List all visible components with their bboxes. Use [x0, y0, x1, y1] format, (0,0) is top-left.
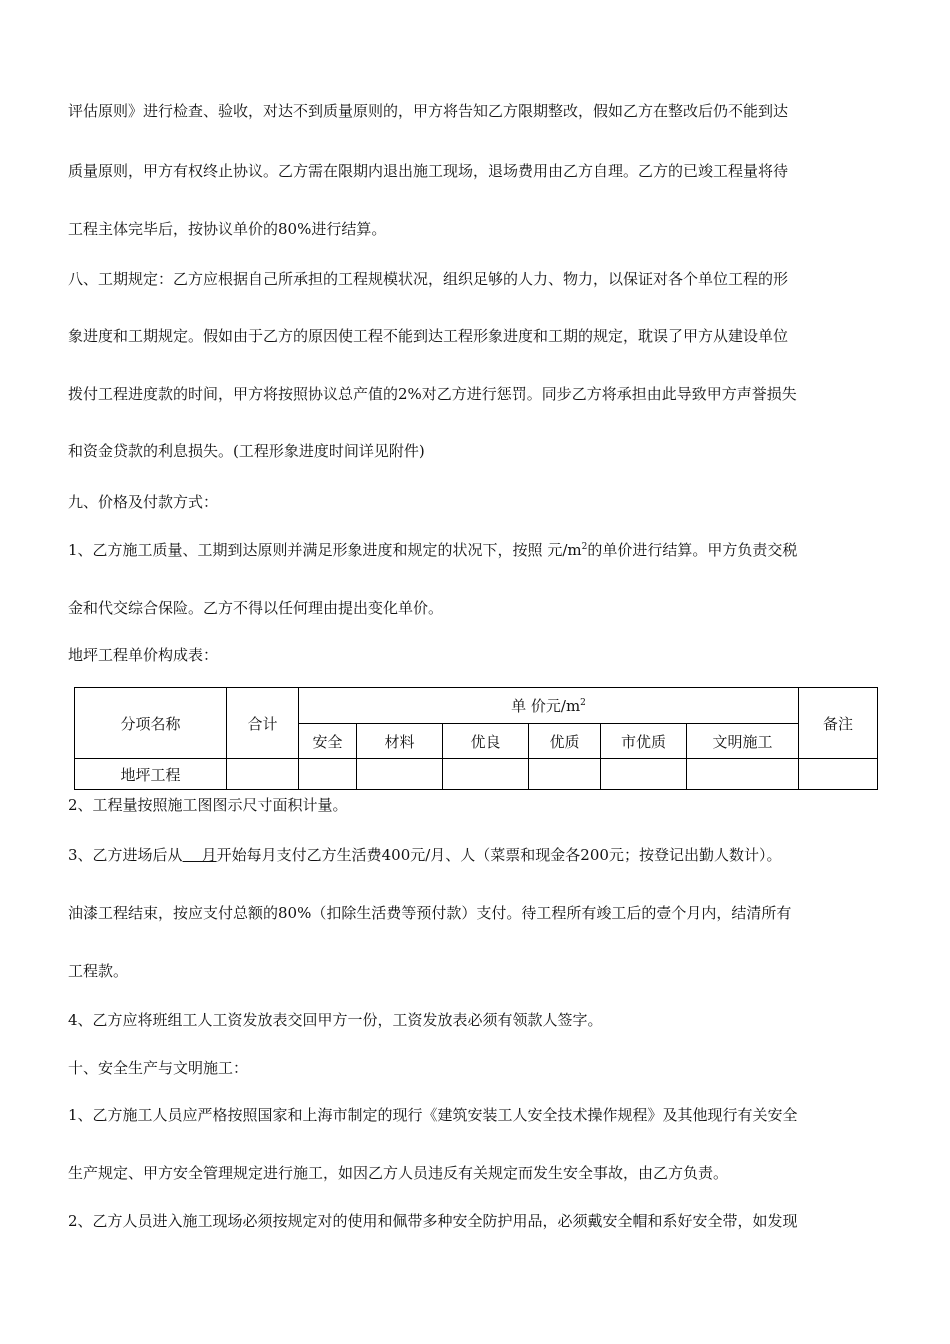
table-caption: 地坪工程单价构成表：: [68, 646, 219, 664]
paragraph-line: [68, 540, 797, 560]
paragraph-line: 工程款。: [68, 962, 129, 980]
paragraph-line: 4、乙方应将班组工人工资发放表交回甲方一份，工资发放表必须有领款人签字。: [68, 1011, 603, 1029]
paragraph-line: 质量原则，甲方有权终止协议。乙方需在限期内退出施工现场，退场费用由乙方自理。乙方的已竣工程量将待: [68, 162, 789, 180]
paragraph-line: 金和代交综合保险。乙方不得以任何理由提出变化单价。: [68, 599, 444, 617]
header-remark: 备注: [799, 688, 878, 759]
paragraph-line: 和资金贷款的利息损失。(工程形象进度时间详见附件): [68, 442, 425, 460]
superscript: 2: [581, 542, 588, 552]
text-part: 1、乙方施工质量、工期到达原则并满足形象进度和规定的状况下，按照 元/m: [68, 541, 582, 559]
header-total: 合计: [227, 688, 299, 759]
paragraph-line: 1、乙方施工人员应严格按照国家和上海市制定的现行《建筑安装工人安全技术操作规程》及其他现行有关安全: [68, 1106, 798, 1124]
row-total: [227, 759, 299, 790]
paragraph-line: 生产规定、甲方安全管理规定进行施工，如因乙方人员违反有关规定而发生安全事故，由乙方负责。: [68, 1164, 729, 1182]
subheader-cell: 材料: [357, 724, 443, 759]
paragraph-line: 工程主体完毕后，按协议单价的80%进行结算。: [68, 220, 387, 238]
paragraph-line: 2、乙方人员进入施工现场必须按规定对的使用和佩带多种安全防护用品，必须戴安全帽和系好安全带，如发现: [68, 1212, 798, 1230]
section-heading-8: 八、工期规定：乙方应根据自己所承担的工程规模状况，组织足够的人力、物力，以保证对各个单位工程的形: [68, 270, 789, 288]
paragraph-line: 油漆工程结束，按应支付总额的80%（扣除生活费等预付款）支付。待工程所有竣工后的壹个月内，结清所有: [68, 904, 792, 922]
row-value: [357, 759, 443, 790]
superscript: 2: [580, 698, 586, 708]
subheader-cell: 优良: [443, 724, 529, 759]
paragraph-line: 拨付工程进度款的时间，甲方将按照协议总产值的2%对乙方进行惩罚。同步乙方将承担由此导致甲方声誉损失: [68, 385, 797, 403]
subheader-cell: 安全: [299, 724, 357, 759]
header-unit-price-label: 单 价元/m: [511, 697, 581, 715]
row-remark: [799, 759, 878, 790]
header-unit-price: [299, 688, 799, 724]
table-row: [75, 759, 878, 790]
price-table: [74, 687, 878, 790]
row-value: [299, 759, 357, 790]
table-header-row: [75, 688, 878, 724]
subheader-cell: 文明施工: [687, 724, 799, 759]
section-heading-9: 九、价格及付款方式：: [68, 493, 219, 511]
row-value: [529, 759, 601, 790]
row-value: [443, 759, 529, 790]
header-item-name: 分项名称: [75, 688, 227, 759]
paragraph-line: 2、工程量按照施工图图示尺寸面积计量。: [68, 796, 348, 814]
row-value: [687, 759, 799, 790]
paragraph-line: 象进度和工期规定。假如由于乙方的原因使工程不能到达工程形象进度和工期的规定，耽误了甲方从建设单位: [68, 327, 789, 345]
text-part: 3、乙方进场后从: [68, 846, 183, 864]
section-heading-10: 十、安全生产与文明施工：: [68, 1059, 249, 1077]
row-value: [601, 759, 687, 790]
text-part: 的单价进行结算。甲方负责交税: [587, 541, 798, 559]
paragraph-line: 评估原则》进行检查、验收，对达不到质量原则的，甲方将告知乙方限期整改，假如乙方在整改后仍不能到达: [68, 102, 789, 120]
paragraph-line: [68, 845, 781, 865]
subheader-cell: 市优质: [601, 724, 687, 759]
blank-month-field: 月: [182, 846, 217, 864]
text-part: 开始每月支付乙方生活费400元/月、人（菜票和现金各200元；按登记出勤人数计）。: [216, 846, 782, 864]
subheader-cell: 优质: [529, 724, 601, 759]
row-item-name: 地坪工程: [75, 759, 227, 790]
